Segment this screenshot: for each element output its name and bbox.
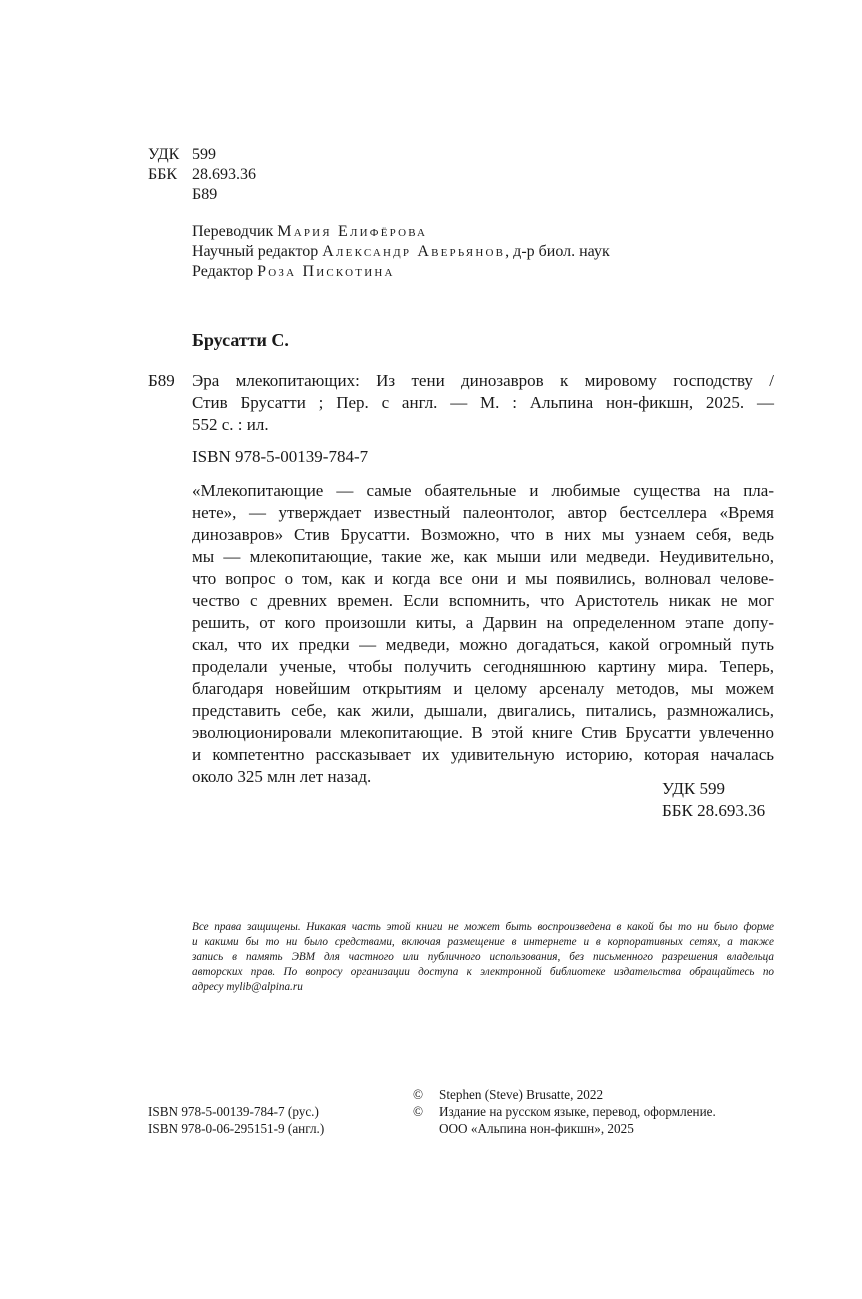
annotation-line: эволюционировали млекопитающие. В этой книге Стив Брусатти увлеченно: [192, 723, 774, 742]
credit-science-editor: [192, 242, 610, 262]
legal-line: адресу mylib@alpina.ru: [192, 981, 303, 993]
author-mark: Б89: [192, 186, 218, 203]
footer-isbns: [148, 1103, 324, 1137]
isbn-ru: ISBN 978-5-00139-784-7 (рус.): [148, 1104, 319, 1119]
author-heading: Брусатти С.: [192, 330, 289, 350]
credit-role: Переводчик: [192, 223, 274, 240]
annotation-line: динозавров» Стив Брусатти. Возможно, что в них мы узнаем себя, ведь: [192, 525, 774, 544]
annotation-line: представить себе, как жили, дышали, двигались, питались, размножались,: [192, 701, 774, 720]
record-bbk: ББК 28.693.36: [662, 801, 766, 820]
annotation-line: благодаря новейшим открытиям и целому арсеналу методов, мы можем: [192, 679, 774, 698]
bbk-row: [148, 165, 256, 185]
credit-suffix: , д-р биол. наук: [505, 243, 610, 260]
annotation-line: около 325 млн лет назад.: [192, 767, 372, 786]
annotation-line: чество с древних времен. Если вспомнить, что Аристотель никак не мог: [192, 591, 774, 610]
classification-block: [148, 145, 256, 205]
annotation: [192, 480, 774, 788]
copyright-text: Издание на русском языке, перевод, оформление.: [439, 1104, 716, 1119]
isbn-en: ISBN 978-0-06-295151-9 (англ.): [148, 1121, 325, 1136]
annotation-line: проделали ученые, чтобы получить сегодняшнюю картину мира. Теперь,: [192, 657, 774, 676]
annotation-line: «Млекопитающие — самые обаятельные и любимые существа на пла-: [192, 481, 774, 500]
udk-value: 599: [192, 146, 216, 163]
bibliographic-description: [192, 370, 774, 436]
credit-name: Мария Елифёрова: [277, 223, 428, 240]
credit-translator: [192, 222, 610, 242]
copyright-line: [413, 1103, 716, 1120]
annotation-line: нете», — утверждает известный палеонтолог, автор бестселлера «Время: [192, 503, 774, 522]
copyright-symbol: ©: [413, 1104, 424, 1119]
copyright-text: ООО «Альпина нон-фикшн», 2025: [439, 1121, 634, 1136]
credit-name: Александр Аверьянов: [322, 243, 506, 260]
legal-line: авторских прав. По вопросу организации доступа к электронной библиотеке издательства обращайтесь по: [192, 966, 774, 978]
annotation-line: и компетентно рассказывает их удивительную историю, которая началась: [192, 745, 774, 764]
record-udk: УДК 599: [662, 779, 726, 798]
bbk-label: ББК: [148, 166, 178, 183]
annotation-line: что вопрос о том, как и когда все они и мы появились, волновал челове-: [192, 569, 774, 588]
bbk-value: 28.693.36: [192, 166, 256, 183]
annotation-line: скал, что их предки — медведи, можно догадаться, какой огромный путь: [192, 635, 774, 654]
annotation-line: мы — млекопитающие, такие же, как мыши или медведи. Неудивительно,: [192, 547, 774, 566]
isbn: ISBN 978-5-00139-784-7: [192, 447, 369, 466]
credit-role: Научный редактор: [192, 243, 319, 260]
credit-role: Редактор: [192, 263, 254, 280]
legal-line: и какими бы то ни было средствами, включая размещение в интернете и в корпоративных сетях, а также: [192, 936, 774, 948]
legal-line: Все права защищены. Никакая часть этой книги не может быть воспроизведена в какой бы то ни было форме: [192, 921, 774, 933]
title-line: Стив Брусатти ; Пер. с англ. — М. : Альпина нон-фикшн, 2025. —: [192, 393, 774, 412]
copyright-line: [413, 1086, 716, 1103]
title-line: Эра млекопитающих: Из тени динозавров к мировому господству /: [192, 371, 774, 390]
copyright-text: Stephen (Steve) Brusatte, 2022: [439, 1087, 604, 1102]
credit-name: Роза Пискотина: [257, 263, 395, 280]
credit-editor: [192, 262, 610, 282]
udk-row: [148, 145, 256, 165]
copyright-line: [413, 1120, 716, 1137]
legal-line: запись в память ЭВМ для частного или публичного использования, без письменного разрешения владельца: [192, 951, 774, 963]
copyright-symbol: ©: [413, 1087, 424, 1102]
annotation-line: решить, от кого произошли киты, а Дарвин на определенном этапе допу-: [192, 613, 774, 632]
footer-copyrights: [413, 1086, 716, 1137]
title-line: 552 с. : ил.: [192, 415, 269, 434]
udk-label: УДК: [148, 146, 180, 163]
record-mark: Б89: [148, 371, 175, 390]
record-classification: [662, 778, 765, 822]
legal-notice: [192, 920, 774, 995]
credits-block: [192, 222, 610, 282]
author-mark-row: [148, 185, 256, 205]
